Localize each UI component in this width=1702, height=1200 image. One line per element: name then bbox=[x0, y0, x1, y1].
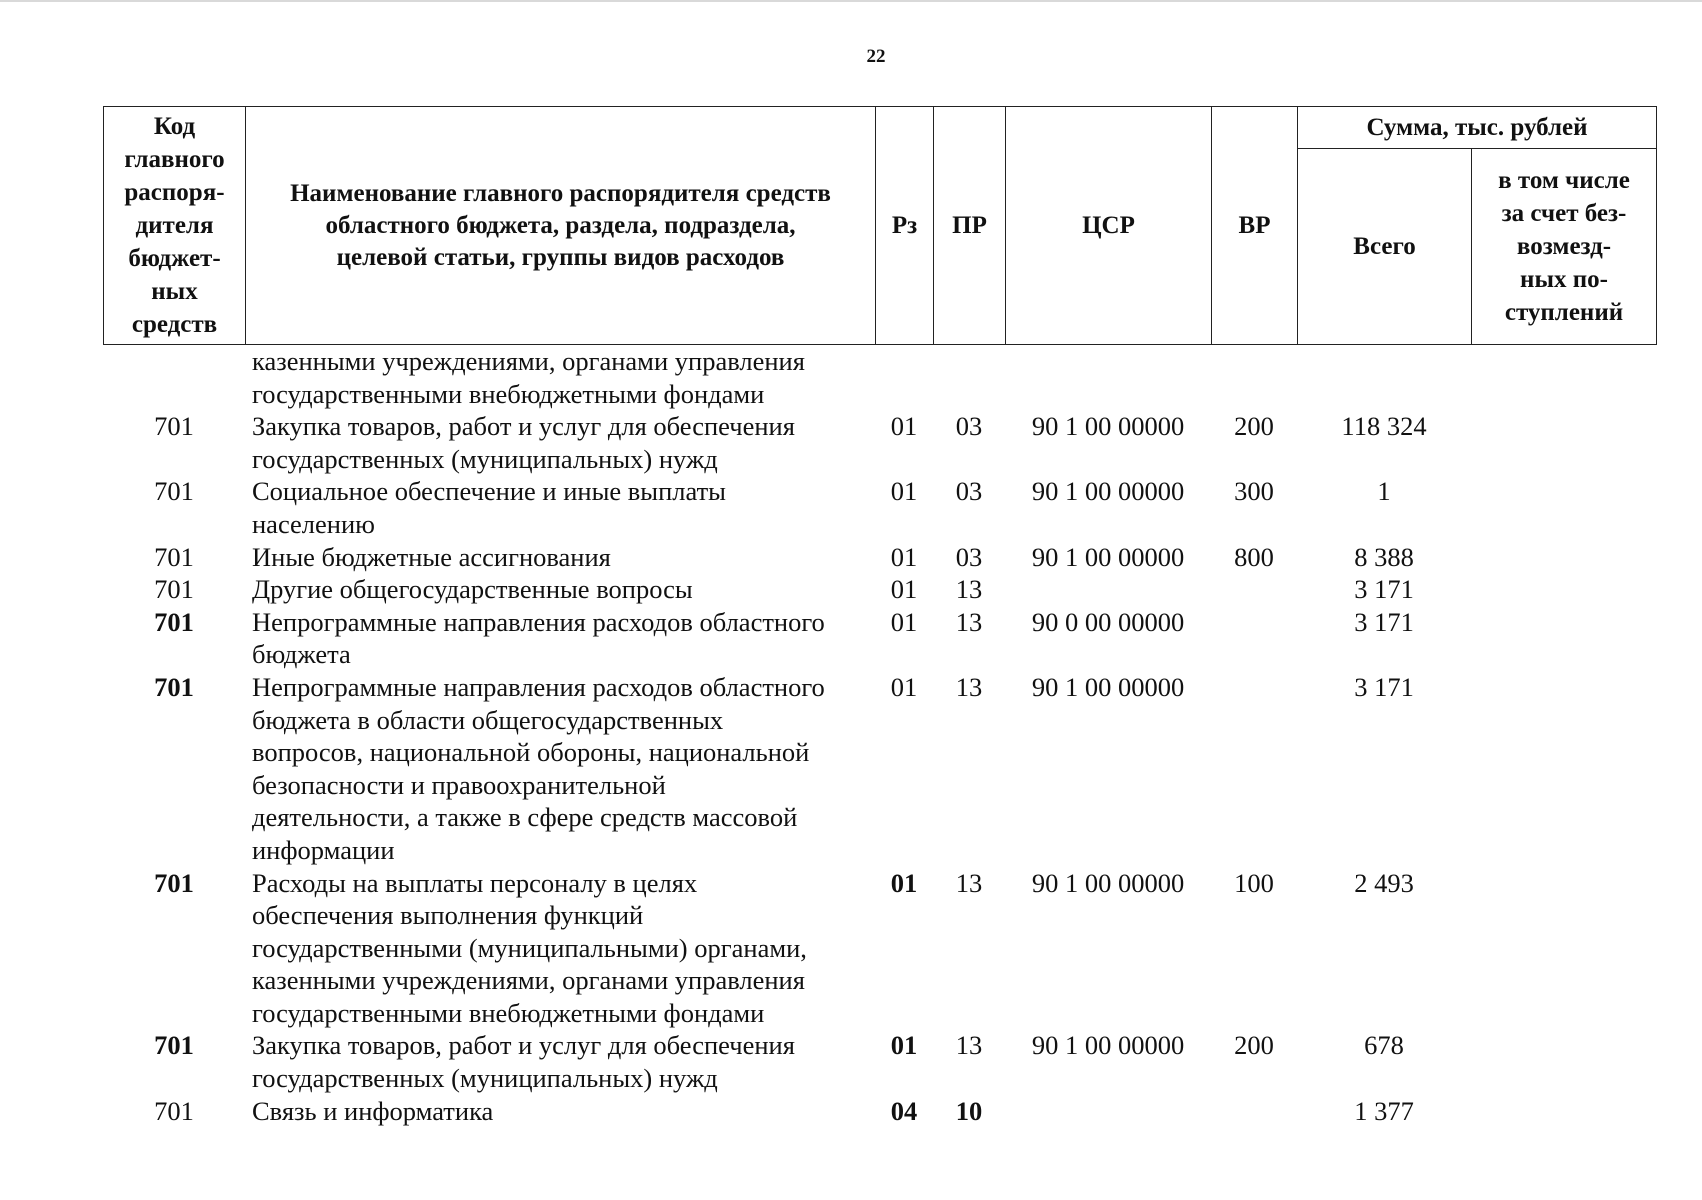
header-free-line: за счет без- bbox=[1501, 200, 1627, 227]
row-rz: 01 bbox=[890, 411, 918, 442]
header-pr: ПР bbox=[934, 107, 1006, 345]
header-name-line: целевой статьи, группы видов расходов bbox=[336, 243, 785, 271]
row-vr bbox=[1211, 606, 1297, 671]
row-name-line: информации bbox=[252, 834, 395, 865]
header-code-line: дителя bbox=[135, 212, 214, 239]
table-row bbox=[103, 475, 1656, 540]
table-row bbox=[103, 867, 1656, 1030]
header-code-line: главного bbox=[124, 146, 225, 173]
row-rz: 01 bbox=[890, 541, 918, 572]
row-name-line: бюджета bbox=[252, 639, 351, 670]
row-pr: 13 bbox=[955, 1030, 983, 1061]
row-rz bbox=[875, 345, 933, 410]
row-vr: 300 bbox=[1234, 476, 1274, 507]
row-name-line: Непрограммные направления расходов областного bbox=[252, 606, 825, 637]
row-rz: 01 bbox=[890, 1030, 918, 1061]
table-row bbox=[103, 671, 1656, 867]
row-rz: 04 bbox=[890, 1095, 918, 1126]
row-free bbox=[1471, 606, 1656, 671]
row-rz: 01 bbox=[890, 476, 918, 507]
page-number: 22 bbox=[866, 46, 886, 67]
row-vr bbox=[1211, 1095, 1297, 1128]
row-name bbox=[245, 1029, 875, 1094]
row-code: 701 bbox=[154, 671, 194, 702]
row-rz: 01 bbox=[890, 867, 918, 898]
row-name-line: Связь и информатика bbox=[252, 1095, 494, 1126]
row-name bbox=[245, 573, 875, 606]
header-code-line: бюджет- bbox=[128, 245, 221, 272]
row-free bbox=[1471, 1095, 1656, 1128]
row-name-line: государственных (муниципальных) нужд bbox=[252, 443, 718, 474]
row-code: 701 bbox=[154, 541, 194, 572]
header-name-line: Наименование главного распорядителя средств bbox=[290, 179, 831, 207]
row-name bbox=[245, 606, 875, 671]
row-total: 2 493 bbox=[1354, 867, 1414, 898]
row-csr bbox=[1005, 573, 1211, 606]
table-row bbox=[103, 410, 1656, 475]
row-name-line: Другие общегосударственные вопросы bbox=[252, 574, 693, 605]
row-pr: 03 bbox=[955, 541, 983, 572]
row-name bbox=[245, 671, 875, 867]
row-code: 701 bbox=[154, 1095, 194, 1126]
row-total bbox=[1297, 345, 1471, 410]
row-total: 1 bbox=[1377, 476, 1391, 507]
row-name bbox=[245, 475, 875, 540]
row-csr bbox=[1005, 1095, 1211, 1128]
row-free bbox=[1471, 410, 1656, 475]
header-free-line: в том числе bbox=[1498, 167, 1630, 194]
row-name-line: казенными учреждениями, органами управления bbox=[252, 965, 805, 996]
row-pr: 13 bbox=[955, 867, 983, 898]
row-name-line: Расходы на выплаты персоналу в целях bbox=[252, 867, 698, 898]
row-name-line: Закупка товаров, работ и услуг для обеспечения bbox=[252, 411, 795, 442]
row-total: 118 324 bbox=[1341, 411, 1427, 442]
row-name-line: Непрограммные направления расходов областного bbox=[252, 671, 825, 702]
header-free-line: ступлений bbox=[1504, 299, 1624, 326]
row-rz: 01 bbox=[890, 671, 918, 702]
row-free bbox=[1471, 1029, 1656, 1094]
row-name bbox=[245, 541, 875, 574]
row-vr: 100 bbox=[1234, 867, 1274, 898]
row-pr: 13 bbox=[955, 574, 983, 605]
row-total: 8 388 bbox=[1354, 541, 1414, 572]
row-code: 701 bbox=[154, 867, 194, 898]
row-name-line: казенными учреждениями, органами управления bbox=[252, 346, 805, 376]
row-vr bbox=[1211, 573, 1297, 606]
table-row bbox=[103, 1029, 1656, 1094]
table-row bbox=[103, 1095, 1656, 1128]
header-code-line: Код bbox=[153, 113, 196, 140]
table-row bbox=[103, 606, 1656, 671]
row-pr: 03 bbox=[955, 476, 983, 507]
row-name-line: бюджета в области общегосударственных bbox=[252, 704, 724, 735]
row-name-line: Иные бюджетные ассигнования bbox=[252, 541, 611, 572]
row-name bbox=[245, 345, 875, 410]
row-total: 678 bbox=[1364, 1030, 1404, 1061]
header-rz: Рз bbox=[876, 107, 934, 345]
row-pr: 13 bbox=[955, 671, 983, 702]
row-pr: 03 bbox=[955, 411, 983, 442]
table-row bbox=[103, 345, 1656, 410]
header-free bbox=[1472, 149, 1657, 345]
header-code-line: распоря- bbox=[124, 179, 225, 206]
row-vr bbox=[1211, 671, 1297, 867]
header-total: Всего bbox=[1298, 149, 1472, 345]
row-code: 701 bbox=[154, 1030, 194, 1061]
row-vr: 200 bbox=[1234, 411, 1274, 442]
header-free-line: возмезд- bbox=[1516, 233, 1612, 260]
row-rz: 01 bbox=[890, 606, 918, 637]
row-csr: 90 1 00 00000 bbox=[1031, 671, 1185, 702]
row-free bbox=[1471, 671, 1656, 867]
table-row bbox=[103, 573, 1656, 606]
row-name-line: государственных (муниципальных) нужд bbox=[252, 1063, 718, 1094]
row-name-line: населению bbox=[252, 508, 375, 539]
row-code: 701 bbox=[154, 606, 194, 637]
row-vr bbox=[1211, 345, 1297, 410]
table-row bbox=[103, 541, 1656, 574]
header-vr: ВР bbox=[1212, 107, 1298, 345]
row-code: 701 bbox=[154, 574, 194, 605]
row-vr: 200 bbox=[1234, 1030, 1274, 1061]
row-total: 3 171 bbox=[1354, 671, 1414, 702]
row-name bbox=[245, 410, 875, 475]
row-code: 701 bbox=[154, 411, 194, 442]
row-name-line: безопасности и правоохранительной bbox=[252, 769, 666, 800]
header-name bbox=[246, 107, 876, 345]
row-free bbox=[1471, 345, 1656, 410]
table-body bbox=[103, 345, 1656, 1127]
row-name-line: деятельности, а также в сфере средств массовой bbox=[252, 802, 798, 833]
header-csr: ЦСР bbox=[1006, 107, 1212, 345]
row-csr: 90 1 00 00000 bbox=[1031, 411, 1185, 442]
row-csr: 90 0 00 00000 bbox=[1031, 606, 1185, 637]
row-pr: 10 bbox=[955, 1095, 983, 1126]
row-csr: 90 1 00 00000 bbox=[1031, 1030, 1185, 1061]
row-name-line: Социальное обеспечение и иные выплаты bbox=[252, 476, 726, 507]
header-code-line: ных bbox=[151, 278, 198, 305]
row-name-line: государственными внебюджетными фондами bbox=[252, 378, 765, 409]
header-name-line: областного бюджета, раздела, подраздела, bbox=[325, 211, 796, 239]
row-free bbox=[1471, 475, 1656, 540]
row-vr: 800 bbox=[1234, 541, 1274, 572]
row-name-line: обеспечения выполнения функций bbox=[252, 900, 644, 931]
row-csr: 90 1 00 00000 bbox=[1031, 476, 1185, 507]
row-pr: 13 bbox=[955, 606, 983, 637]
row-rz: 01 bbox=[890, 574, 918, 605]
row-name-line: Закупка товаров, работ и услуг для обеспечения bbox=[252, 1030, 795, 1061]
row-name bbox=[245, 867, 875, 1030]
header-free-line: ных по- bbox=[1520, 266, 1608, 293]
row-name bbox=[245, 1095, 875, 1128]
row-free bbox=[1471, 573, 1656, 606]
row-total: 3 171 bbox=[1354, 606, 1414, 637]
scan-edge-line bbox=[0, 0, 1702, 2]
row-pr bbox=[933, 345, 1005, 410]
row-total: 3 171 bbox=[1354, 574, 1414, 605]
header-code-line: средств bbox=[131, 311, 218, 338]
row-csr bbox=[1005, 345, 1211, 410]
row-csr: 90 1 00 00000 bbox=[1031, 541, 1185, 572]
row-name-line: государственными (муниципальными) органами, bbox=[252, 932, 807, 963]
header-sum: Сумма, тыс. рублей bbox=[1298, 107, 1657, 149]
table-header bbox=[103, 106, 1657, 345]
row-code: 701 bbox=[154, 476, 194, 507]
row-name-line: государственными внебюджетными фондами bbox=[252, 997, 765, 1028]
row-free bbox=[1471, 867, 1656, 1030]
row-total: 1 377 bbox=[1354, 1095, 1414, 1126]
header-code bbox=[104, 107, 246, 345]
row-csr: 90 1 00 00000 bbox=[1031, 867, 1185, 898]
row-name-line: вопросов, национальной обороны, национальной bbox=[252, 737, 810, 768]
row-free bbox=[1471, 541, 1656, 574]
row-code bbox=[103, 345, 245, 410]
